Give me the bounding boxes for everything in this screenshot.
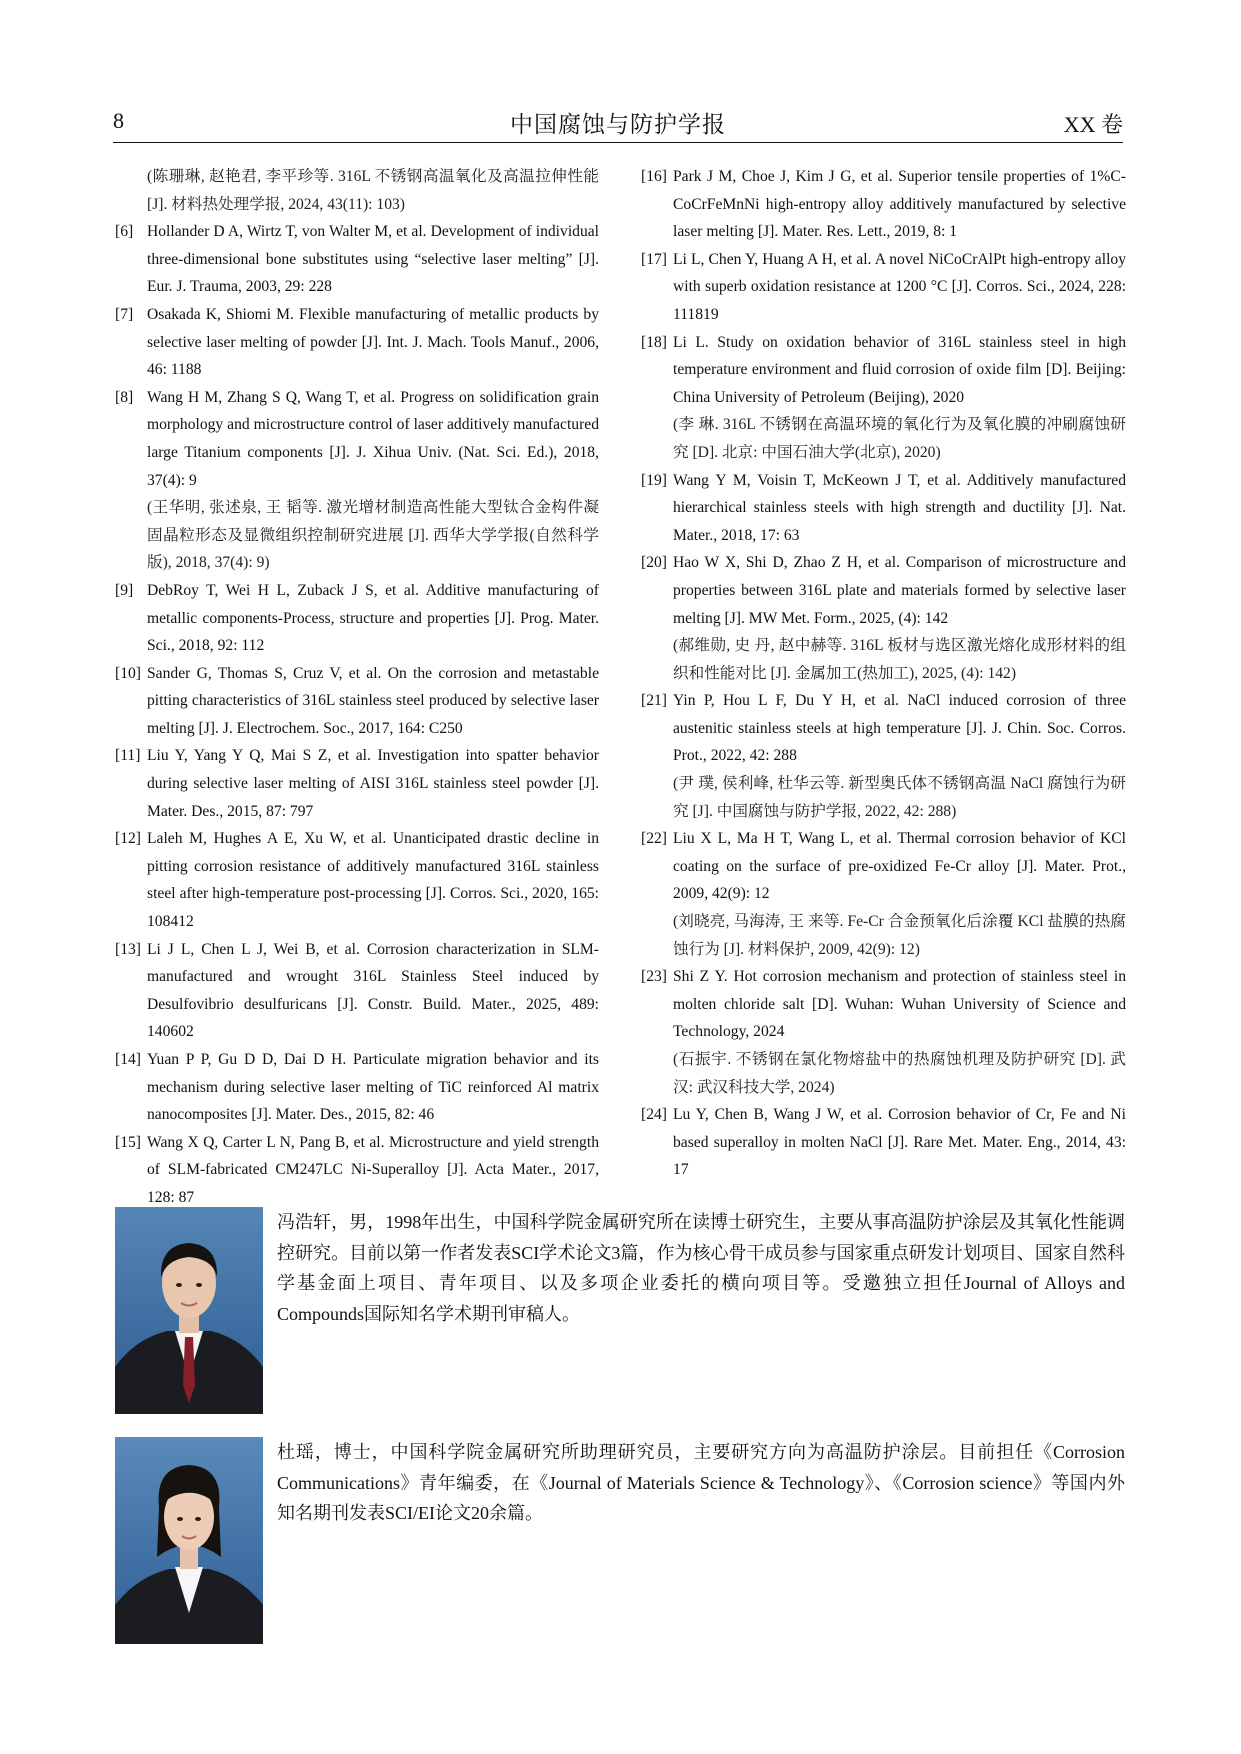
reference-number: [12] [115,830,141,848]
reference-entry [115,742,599,825]
reference-entry [115,825,599,935]
reference-entry [641,963,1126,1101]
reference-chinese-translation: (石振宇. 不锈钢在氯化物熔盐中的热腐蚀机理及防护研究 [D]. 武汉: 武汉科技大学, 2024) [673,1051,1126,1096]
reference-entry [641,246,1126,329]
reference-chinese-translation: (陈珊琳, 赵艳君, 李平珍等. 316L 不锈钢高温氧化及高温拉伸性能 [J]. 材料热处理学报, 2024, 43(11): 103) [147,168,599,213]
reference-text: Hao W X, Shi D, Zhao Z H, et al. Comparison of microstructure and properties between 316L plate and materials formed by selective laser melting [J]. MW Met. Form., 2025, (4): 142 [673,554,1126,627]
author-bio-text-2: 杜瑶，博士，中国科学院金属研究所助理研究员，主要研究方向为高温防护涂层。目前担任《Corrosion Communications》青年编委，在《Journal of Materials Science & Technology》、《Corrosion science》等国内外知名期刊发表SCI/EI论文20余篇。 [277,1442,1125,1523]
reference-number: [15] [115,1133,141,1151]
reference-entry [641,825,1126,963]
reference-text: Yin P, Hou L F, Du Y H, et al. NaCl induced corrosion of three austenitic stainless steels at high temperature [J]. J. Chin. Soc. Corros. Prot., 2022, 42: 288 [673,692,1126,765]
reference-entry [115,1129,599,1212]
reference-text: Wang Y M, Voisin T, McKeown J T, et al. Additively manufactured hierarchical stainless steels with high strength and ductility [J]. Nat. Mater., 2018, 17: 63 [673,471,1126,544]
author-bio-1 [113,1207,1125,1415]
volume-label: XX 卷 [1063,112,1123,137]
reference-entry [115,163,599,218]
reference-text: Wang X Q, Carter L N, Pang B, et al. Microstructure and yield strength of SLM-fabricated CM247LC Ni-Superalloy [J]. Acta Mater., 2017, 128: 87 [147,1133,599,1206]
reference-text: DebRoy T, Wei H L, Zuback J S, et al. Additive manufacturing of metallic components-Process, structure and properties [J]. Prog. Mater. Sci., 2018, 92: 112 [147,581,599,655]
reference-chinese-translation: (郝维勋, 史 丹, 赵中赫等. 316L 板材与选区激光熔化成形材料的组织和性能对比 [J]. 金属加工(热加工), 2025, (4): 142) [673,637,1126,682]
reference-number: [13] [115,940,141,958]
reference-number: [8] [115,388,134,406]
reference-text: Laleh M, Hughes A E, Xu W, et al. Unanticipated drastic decline in pitting corrosion resistance of additively manufactured 316L stainless steel after high-temperature post-processing [J]. Corros. Sci., 2020, 165: 108412 [147,830,599,931]
reference-number: [9] [115,581,134,599]
reference-text: Yuan P P, Gu D D, Dai D H. Particulate migration behavior and its mechanism during selective laser melting of TiC reinforced Al matrix nanocomposites [J]. Mater. Des., 2015, 82: 46 [147,1051,599,1124]
reference-entry [115,384,599,577]
reference-number: [14] [115,1051,141,1068]
author-bio-2 [113,1437,1125,1645]
portrait-graphic-male [115,1207,263,1414]
reference-chinese-translation: (刘晓亮, 马海涛, 王 来等. Fe-Cr 合金预氧化后涂覆 KCl 盐膜的热腐蚀行为 [J]. 材料保护, 2009, 42(9): 12) [673,913,1126,958]
reference-text: Li L, Chen Y, Huang A H, et al. A novel NiCoCrAlPt high-entropy alloy with superb oxidation resistance at 1200 °C [J]. Corros. Sci., 2024, 228: 111819 [673,250,1126,323]
reference-number: [18] [641,333,667,351]
reference-entry [115,301,599,384]
reference-text: Hollander D A, Wirtz T, von Walter M, et al. Development of individual three-dimensional bone substitutes using “selective laser melting” [J]. Eur. J. Trauma, 2003, 29: 228 [147,223,599,296]
author-photo-male [115,1207,263,1414]
reference-chinese-translation: (王华明, 张述泉, 王 韬等. 激光增材制造高性能大型钛合金构件凝固晶粒形态及显微组织控制研究进展 [J]. 西华大学学报(自然科学版), 2018, 37(4): 9) [147,499,599,572]
reference-text: Osakada K, Shiomi M. Flexible manufacturing of metallic products by selective laser melting of powder [J]. Int. J. Mach. Tools Manuf., 2006, 46: 1188 [147,305,599,379]
reference-entry [115,218,599,301]
reference-number: [10] [115,664,141,682]
reference-entry [641,549,1126,687]
reference-list-left-column [115,163,599,1212]
reference-text: Li J L, Chen L J, Wei B, et al. Corrosion characterization in SLM-manufactured and wrought 316L Stainless Steel induced by Desulfovibrio desulfuricans [J]. Constr. Build. Mater., 2025, 489: 140602 [147,940,599,1041]
reference-text: Park J M, Choe J, Kim J G, et al. Superior tensile properties of 1%C-CoCrFeMnNi high-entropy alloy additively manufactured by selective laser melting [J]. Mater. Res. Lett., 2019, 8: 1 [673,168,1126,241]
journal-title: 中国腐蚀与防护学报 [510,112,726,137]
reference-list-right-column [641,163,1126,1184]
reference-text: Wang H M, Zhang S Q, Wang T, et al. Progress on solidification grain morphology and microstructure control of laser additively manufactured large Titanium components [J]. J. Xihua Univ. (Nat. Sci. Ed.), 2018, 37(4): 9 [147,388,599,489]
author-photo-female [115,1437,263,1644]
reference-entry [115,660,599,743]
reference-number: [24] [641,1106,667,1124]
author-bio-text-1: 冯浩轩，男，1998年出生，中国科学院金属研究所在读博士研究生，主要从事高温防护涂层及其氧化性能调控研究。目前以第一作者发表SCI学术论文3篇，作为核心骨干成员参与国家重点研发计划项目、国家自然科学基金面上项目、青年项目、以及多项企业委托的横向项目等。受邀独立担任Journal of Alloys and Compounds国际知名学术期刊审稿人。 [277,1212,1125,1324]
reference-text: Li L. Study on oxidation behavior of 316L stainless steel in high temperature environment and fluid corrosion of oxide film [D]. Beijing: China University of Petroleum (Beijing), 2020 [673,333,1126,406]
portrait-graphic-female [115,1437,263,1644]
reference-number: [16] [641,168,667,185]
reference-entry [115,936,599,1046]
reference-text: Lu Y, Chen B, Wang J W, et al. Corrosion behavior of Cr, Fe and Ni based superalloy in molten NaCl [J]. Rare Met. Mater. Eng., 2014, 43: 17 [673,1106,1126,1179]
reference-number: [23] [641,968,667,986]
reference-number: [22] [641,830,667,848]
reference-entry [641,467,1126,550]
reference-text: Sander G, Thomas S, Cruz V, et al. On the corrosion and metastable pitting characteristics of 316L stainless steel produced by selective laser melting [J]. J. Electrochem. Soc., 2017, 164: C250 [147,664,599,737]
reference-entry [641,1101,1126,1184]
reference-text: Shi Z Y. Hot corrosion mechanism and protection of stainless steel in molten chloride salt [D]. Wuhan: Wuhan University of Science and Technology, 2024 [673,968,1126,1041]
reference-chinese-translation: (李 琳. 316L 不锈钢在高温环境的氧化行为及氧化膜的冲刷腐蚀研究 [D]. 北京: 中国石油大学(北京), 2020) [673,416,1126,461]
reference-number: [19] [641,471,667,489]
reference-entry [115,577,599,660]
reference-text: Liu X L, Ma H T, Wang L, et al. Thermal corrosion behavior of KCl coating on the surface of pre-oxidized Fe-Cr alloy [J]. Mater. Prot., 2009, 42(9): 12 [673,830,1126,903]
reference-entry [641,163,1126,246]
reference-entry [641,687,1126,825]
reference-entry [641,329,1126,467]
reference-entry [115,1046,599,1129]
reference-number: [21] [641,692,667,710]
reference-number: [7] [115,305,134,323]
running-header [113,104,1123,143]
reference-number: [20] [641,554,667,572]
reference-chinese-translation: (尹 璞, 侯利峰, 杜华云等. 新型奥氏体不锈钢高温 NaCl 腐蚀行为研究 [J]. 中国腐蚀与防护学报, 2022, 42: 288) [673,775,1126,820]
reference-number: [17] [641,250,667,268]
page-number: 8 [113,108,124,133]
reference-number: [11] [115,747,141,765]
reference-text: Liu Y, Yang Y Q, Mai S Z, et al. Investigation into spatter behavior during selective laser melting of AISI 316L stainless steel powder [J]. Mater. Des., 2015, 87: 797 [147,747,599,820]
reference-number: [6] [115,223,134,241]
